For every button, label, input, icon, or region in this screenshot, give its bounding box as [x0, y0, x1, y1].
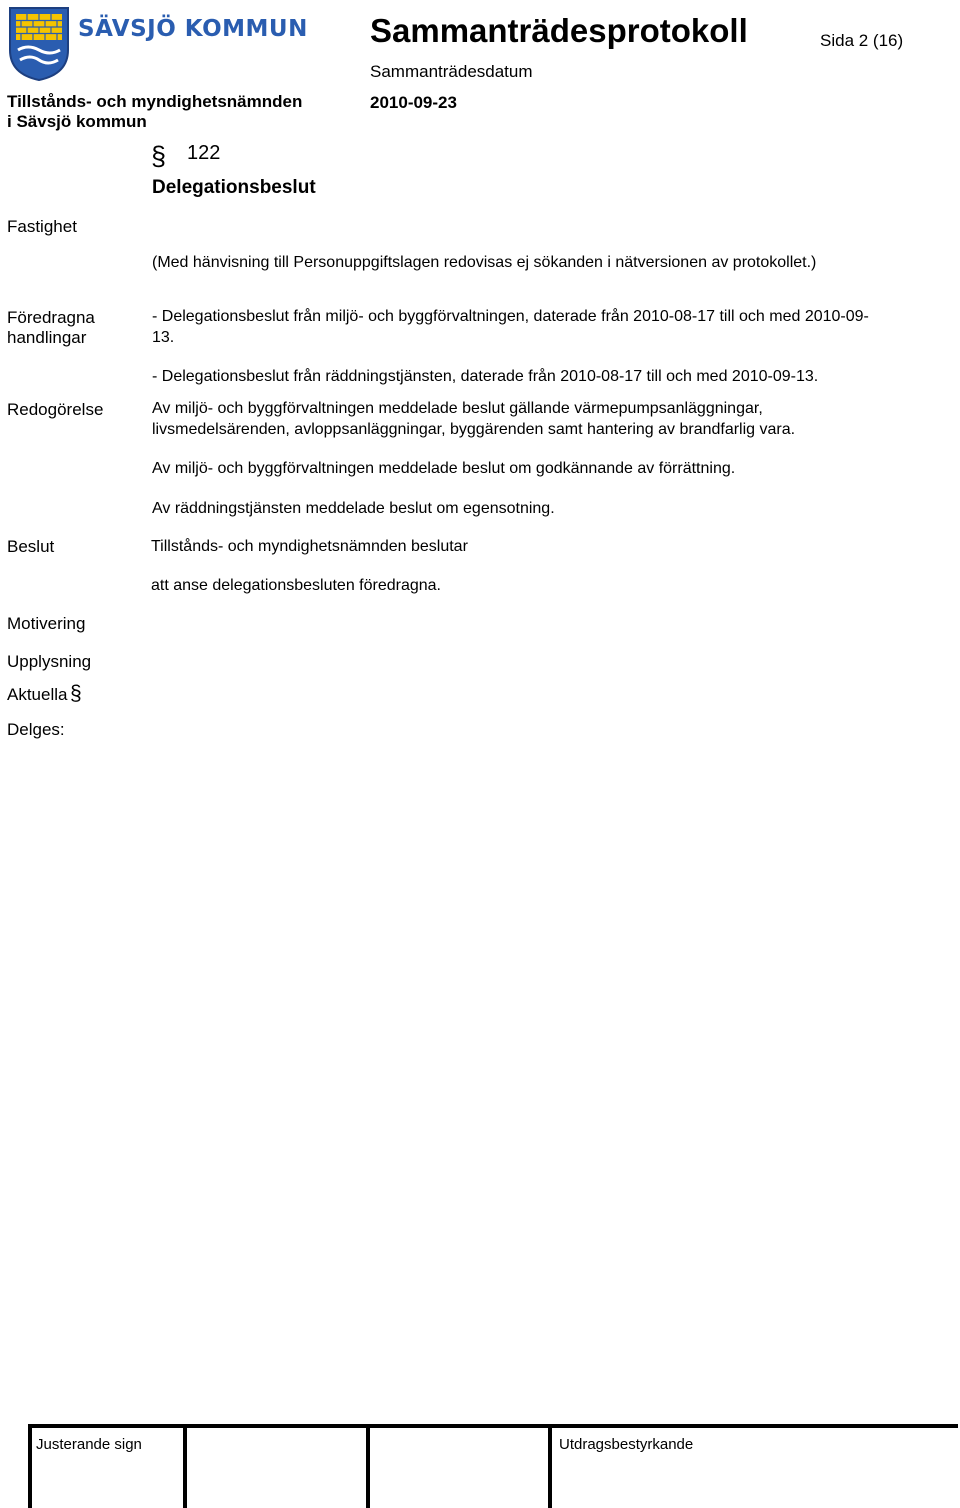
meeting-date: 2010-09-23 [370, 93, 457, 112]
redogorelse-p1-line2: livsmedelsärenden, avloppsanläggningar, byggärenden samt hantering av brandfarlig vara. [152, 421, 796, 438]
aktuella-section-sign: § [70, 682, 82, 705]
delges-label: Delges: [7, 720, 65, 739]
item-number: 122 [187, 142, 221, 164]
fastighet-label: Fastighet [7, 217, 77, 236]
footer-top-rule [28, 1424, 958, 1428]
page-number: Sida 2 (16) [820, 31, 904, 50]
board-name-line2: i Sävsjö kommun [7, 112, 147, 131]
board-name-line1: Tillstånds- och myndighetsnämnden [7, 92, 303, 111]
coat-of-arms-icon [8, 6, 70, 82]
motivering-label: Motivering [7, 614, 86, 633]
footer-divider-4 [548, 1424, 552, 1508]
redogorelse-p1-line1: Av miljö- och byggförvaltningen meddelade beslut gällande värmepumpsanläggningar, [152, 400, 763, 417]
fastighet-text: (Med hänvisning till Personuppgiftslagen redovisas ej sökanden i nätversionen av protokollet.) [152, 254, 817, 271]
foredragna-label-line1: Föredragna [7, 308, 95, 327]
redogorelse-label: Redogörelse [7, 400, 104, 419]
justerande-sign-label: Justerande sign [36, 1436, 142, 1453]
section-sign: § [151, 141, 167, 171]
footer-divider-2 [183, 1424, 187, 1508]
foredragna-text-line1: - Delegationsbeslut från miljö- och byggförvaltningen, daterade från 2010-08-17 till och med 2010-09- [152, 308, 869, 325]
redogorelse-p2: Av miljö- och byggförvaltningen meddelade beslut om godkännande av förrättning. [152, 460, 736, 477]
beslut-line1: Tillstånds- och myndighetsnämnden beslutar [151, 538, 468, 555]
footer-divider-3 [366, 1424, 370, 1508]
redogorelse-p3: Av räddningstjänsten meddelade beslut om egensotning. [152, 500, 555, 517]
upplysning-label: Upplysning [7, 652, 92, 671]
utdragsbestyrkande-label: Utdragsbestyrkande [559, 1436, 694, 1453]
aktuella-label: Aktuella [7, 685, 68, 704]
foredragna-text-line2: 13. [152, 329, 175, 346]
brand-name: SÄVSJÖ KOMMUN [78, 16, 308, 42]
foredragna-label-line2: handlingar [7, 328, 87, 347]
beslut-line2: att anse delegationsbesluten föredragna. [151, 577, 441, 594]
item-title: Delegationsbeslut [152, 177, 316, 198]
beslut-label: Beslut [7, 537, 55, 556]
foredragna-text-line3: - Delegationsbeslut från räddningstjänsten, daterade från 2010-08-17 till och med 2010-09-13. [152, 368, 819, 385]
meeting-date-label: Sammanträdesdatum [370, 62, 533, 81]
document-title: Sammanträdesprotokoll [370, 12, 748, 49]
footer-divider-1 [28, 1424, 32, 1508]
